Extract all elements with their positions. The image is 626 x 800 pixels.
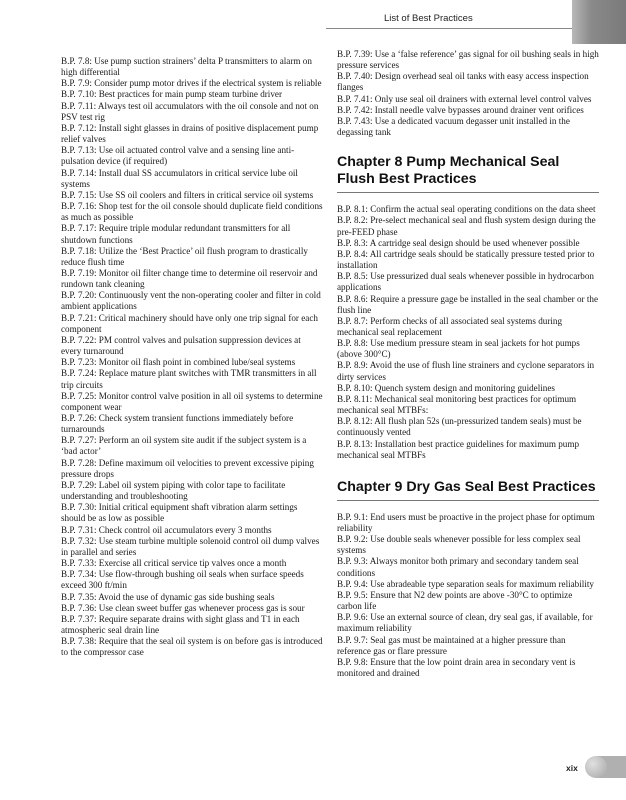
best-practice-item: B.P. 7.19: Monitor oil filter change time to determine oil reservoir and rundown tank cleaning (61, 267, 318, 290)
best-practice-item: B.P. 7.27: Perform an oil system site audit if the subject system is a ‘bad actor’ (61, 435, 307, 457)
best-practice-item: B.P. 8.12: All flush plan 52s (un-pressurized tandem seals) must be continuously vented (337, 416, 582, 438)
best-practice-item: B.P. 7.9: Consider pump motor drives if the electrical system is reliable (61, 78, 322, 89)
best-practice-item: B.P. 7.31: Check control oil accumulators every 3 months (61, 524, 272, 535)
page-number: xix (566, 763, 578, 773)
chapter8-title-line2: Flush Best Practices (337, 171, 477, 188)
chapter8-rule (337, 192, 599, 193)
best-practice-item: B.P. 7.17: Require triple modular redundant transmitters for all shutdown functions (61, 223, 291, 245)
chapter8-title-line1: Chapter 8 Pump Mechanical Seal (337, 154, 560, 171)
chapter9-list (337, 512, 599, 679)
best-practice-item: B.P. 7.29: Label oil system piping with color tape to facilitate understanding and troubleshooting (61, 479, 286, 502)
best-practice-item: B.P. 7.39: Use a ‘false reference’ gas signal for oil bushing seals in high pressure services (337, 49, 599, 71)
best-practice-item: B.P. 7.34: Use flow-through bushing oil seals when surface speeds exceed 300 ft/min (61, 569, 304, 591)
best-practice-item: B.P. 9.5: Ensure that N2 dew points are above -30°C to optimize carbon life (337, 589, 573, 612)
best-practice-item: B.P. 7.16: Shop test for the oil console should duplicate field conditions as much as possible (61, 201, 323, 223)
chapter9-heading (337, 479, 599, 501)
best-practice-item: B.P. 8.11: Mechanical seal monitoring best practices for optimum mechanical seal MTBFs: (337, 393, 577, 416)
folio-tab (585, 756, 607, 778)
best-practice-item: B.P. 7.24: Replace mature plant switches with TMR transmitters in all trip circuits (61, 368, 317, 390)
best-practice-item: B.P. 8.10: Quench system design and monitoring guidelines (337, 382, 555, 393)
right-column (337, 49, 599, 679)
left-column (61, 56, 323, 658)
best-practice-item: B.P. 7.12: Install sight glasses in drains of positive displacement pump relief valves (61, 122, 319, 145)
best-practice-item: B.P. 7.25: Monitor control valve position in all oil systems to determine component wear (61, 390, 323, 412)
best-practice-item: B.P. 7.14: Install dual SS accumulators in critical service lube oil systems (61, 167, 298, 189)
best-practice-item: B.P. 7.26: Check system transient functions immediately before turnarounds (61, 413, 294, 435)
best-practice-item: B.P. 7.42: Install needle valve bypasses around drainer vent orifices (337, 104, 584, 115)
best-practice-item: B.P. 7.11: Always test oil accumulators with the oil console and not on PSV test rig (61, 100, 319, 122)
chapter8-heading (337, 154, 599, 193)
best-practice-item: B.P. 8.3: A cartridge seal design should be used whenever possible (337, 237, 580, 248)
best-practice-item: B.P. 7.43: Use a dedicated vacuum degasser unit installed in the degassing tank (337, 115, 570, 138)
best-practice-item: B.P. 8.7: Perform checks of all associated seal systems during mechanical seal replacement (337, 315, 563, 337)
best-practice-item: B.P. 8.1: Confirm the actual seal operating conditions on the data sheet (337, 204, 596, 215)
best-practice-item: B.P. 7.36: Use clean sweet buffer gas whenever process gas is sour (61, 602, 305, 613)
best-practice-item: B.P. 7.21: Critical machinery should have only one trip signal for each component (61, 312, 318, 334)
chapter9-rule (337, 500, 599, 501)
best-practice-item: B.P. 8.13: Installation best practice guidelines for maximum pump mechanical seal MTBFs (337, 438, 580, 460)
best-practice-item: B.P. 7.40: Design overhead seal oil tanks with easy access inspection flanges (337, 71, 589, 93)
best-practice-item: B.P. 9.1: End users must be proactive in the project phase for optimum reliability (337, 511, 595, 533)
best-practice-item: B.P. 7.38: Require that the seal oil system is on before gas is introduced to the compressor case (61, 636, 323, 658)
running-title: List of Best Practices (384, 13, 473, 24)
best-practice-item: B.P. 7.8: Use pump suction strainers’ delta P transmitters to alarm on high differential (61, 56, 312, 78)
best-practice-item: B.P. 7.18: Utilize the ‘Best Practice’ oil flush program to drastically reduce flush time (61, 245, 308, 267)
best-practice-item: B.P. 9.7: Seal gas must be maintained at a higher pressure than reference gas or flare pressure (337, 634, 566, 656)
best-practice-item: B.P. 7.41: Only use seal oil drainers with external level control valves (337, 93, 592, 104)
best-practice-item: B.P. 8.9: Avoid the use of flush line strainers and cyclone separators in dirty services (337, 360, 595, 382)
best-practice-item: B.P. 7.32: Use steam turbine multiple solenoid control oil dump valves in parallel and series (61, 535, 320, 557)
best-practice-item: B.P. 9.3: Always monitor both primary and secondary tandem seal conditions (337, 556, 579, 578)
best-practice-item: B.P. 8.8: Use medium pressure steam in seal jackets for hot pumps (above 300°C) (337, 338, 580, 360)
best-practice-item: B.P. 8.5: Use pressurized dual seals whenever possible in hydrocarbon applications (337, 271, 594, 293)
best-practice-item: B.P. 7.33: Exercise all critical service tip valves once a month (61, 558, 287, 569)
best-practice-item: B.P. 7.23: Monitor oil flash point in combined lube/seal systems (61, 357, 296, 368)
best-practice-item: B.P. 8.4: All cartridge seals should be statically pressure tested prior to installation (337, 248, 595, 271)
best-practice-item: B.P. 7.15: Use SS oil coolers and filters in critical service oil systems (61, 189, 314, 200)
best-practice-item: B.P. 9.8: Ensure that the low point drain area in secondary vent is monitored and drained (337, 656, 576, 679)
header-rule (326, 28, 572, 29)
best-practice-item: B.P. 7.10: Best practices for main pump steam turbine driver (61, 89, 282, 100)
best-practice-item: B.P. 8.2: Pre-select mechanical seal and flush system design during the pre-FEED phase (337, 215, 596, 237)
best-practice-item: B.P. 7.13: Use oil actuated control valve and a sensing line anti-pulsation device (if required) (61, 145, 295, 167)
best-practice-item: B.P. 9.6: Use an external source of clean, dry seal gas, if available, for maximum reliability (337, 612, 593, 634)
best-practice-item: B.P. 9.4: Use abradeable type separation seals for maximum reliability (337, 578, 594, 589)
chapter7-continued-list (337, 49, 599, 138)
chapter8-list (337, 204, 599, 461)
thumb-tab (572, 0, 626, 44)
best-practice-item: B.P. 7.20: Continuously vent the non-operating cooler and filter in cold ambient applications (61, 290, 321, 312)
best-practice-item: B.P. 7.28: Define maximum oil velocities to prevent excessive piping pressure drops (61, 457, 314, 479)
best-practice-item: B.P. 7.35: Avoid the use of dynamic gas side bushing seals (61, 591, 275, 602)
chapter9-title: Chapter 9 Dry Gas Seal Best Practices (337, 478, 596, 495)
best-practice-item: B.P. 7.22: PM control valves and pulsation suppression devices at every turnaround (61, 334, 301, 357)
best-practice-item: B.P. 9.2: Use double seals whenever possible for less complex seal systems (337, 534, 581, 556)
best-practice-item: B.P. 8.6: Require a pressure gage be installed in the seal chamber or the flush line (337, 293, 598, 315)
best-practice-item: B.P. 7.30: Initial critical equipment shaft vibration alarm settings should be as low as possible (61, 502, 298, 524)
best-practice-item: B.P. 7.37: Require separate drains with sight glass and T1 in each atmospheric seal drain line (61, 613, 300, 635)
